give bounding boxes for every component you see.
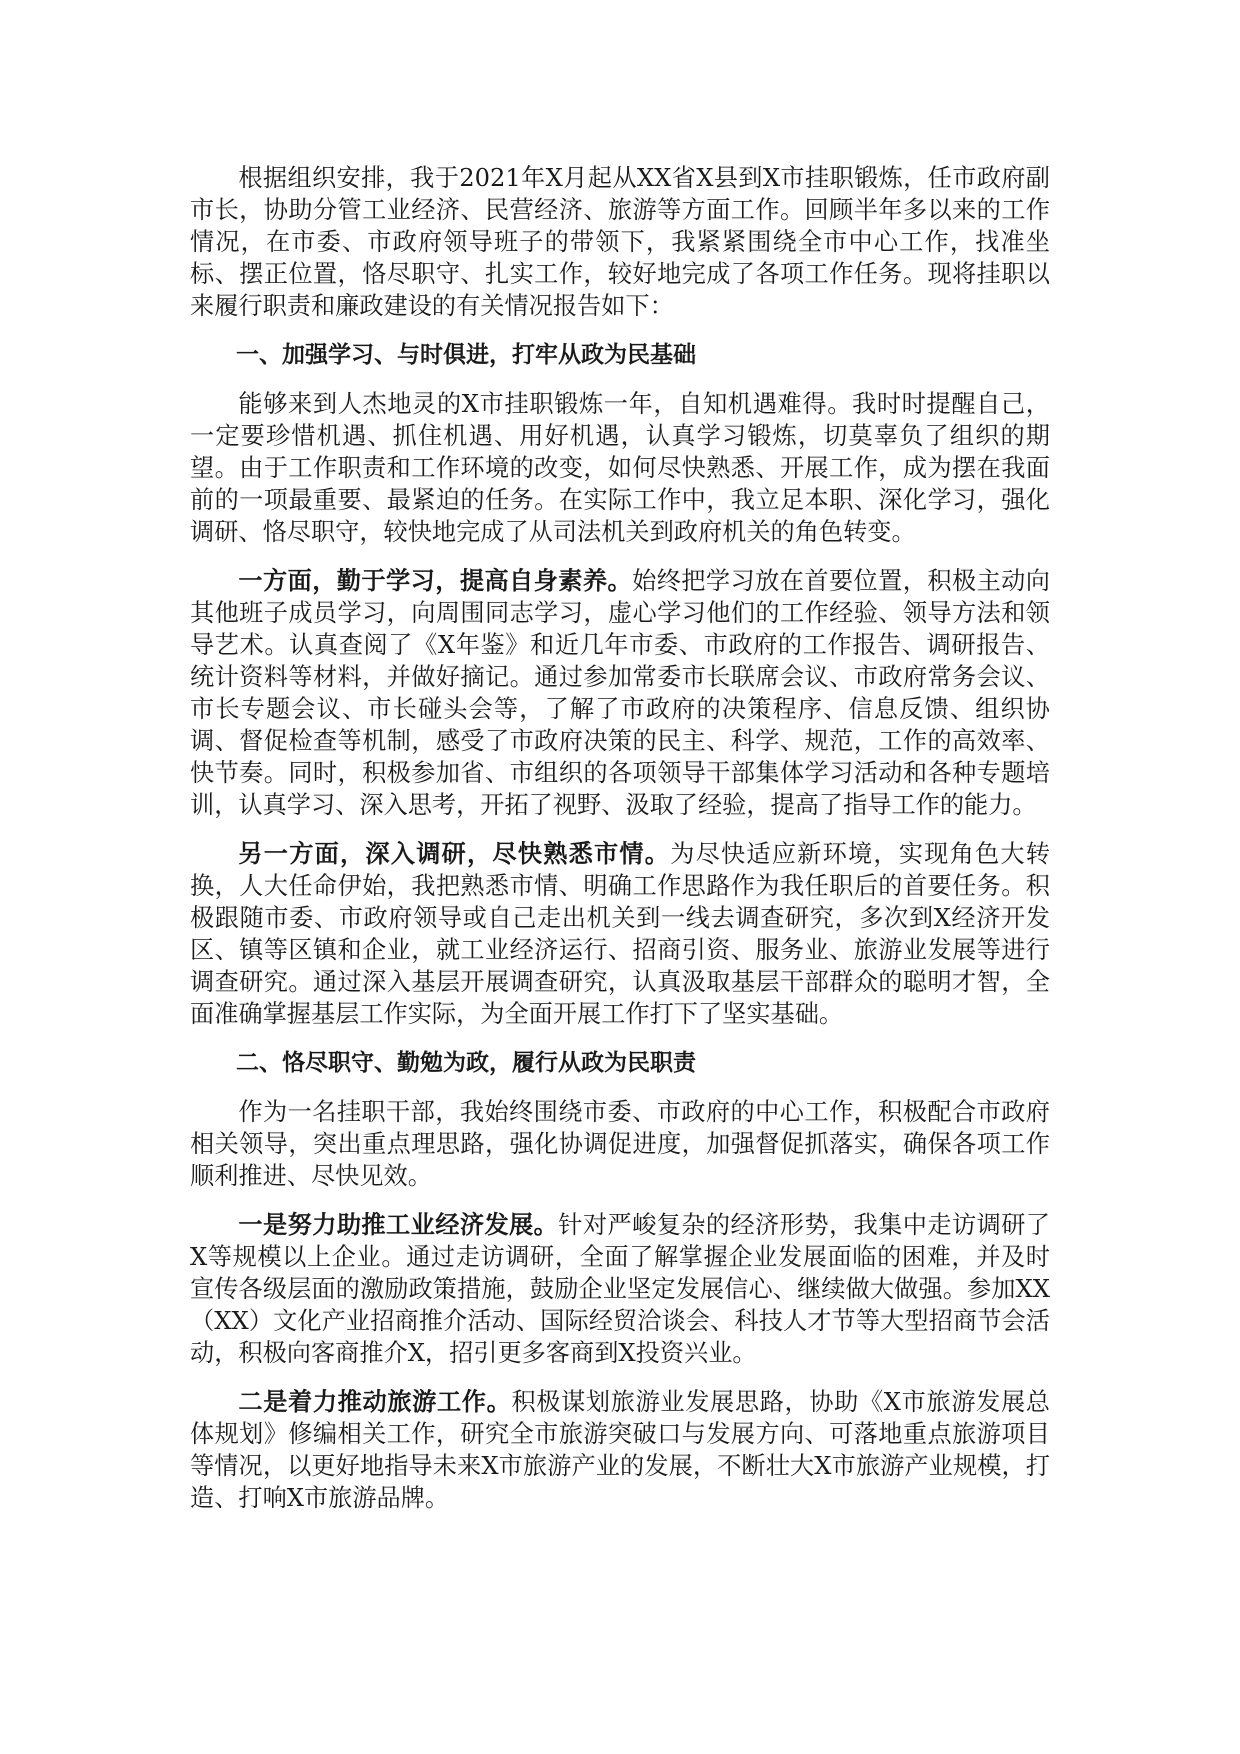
section-1-paragraph-1 <box>190 565 1050 821</box>
section-1-paragraph-2-text: 为尽快适应新环境，实现角色大转换，人大任命伊始，我把熟悉市情、明确工作思路作为我任职后的首要任务。积极跟随市委、市政府领导或自己走出机关到一线去调查研究，多次到X经济开发区、镇等区镇和企业，就工业经济运行、招商引资、服务业、旅游业发展等进行调查研究。通过深入基层开展调查研究，认真汲取基层干部群众的聪明才智，全面准确掌握基层工作实际，为全面开展工作打下了坚实基础。 <box>190 840 1050 1028</box>
section-2-paragraph-1-text: 针对严峻复杂的经济形势，我集中走访调研了X等规模以上企业。通过走访调研，全面了解掌握企业发展面临的困难，并及时宣传各级层面的激励政策措施，鼓励企业坚定发展信心、继续做大做强。参加XX（XX）文化产业招商推介活动、国际经贸洽谈会、科技人才节等大型招商节会活动，积极向客商推介X，招引更多客商到X投资兴业。 <box>190 1211 1050 1367</box>
section-1-paragraph-1-lead: 一方面，勤于学习，提高自身素养。 <box>238 566 633 595</box>
section-2-body: 作为一名挂职干部，我始终围绕市委、市政府的中心工作，积极配合市政府相关领导，突出重点理思路，强化协调促进度，加强督促抓落实，确保各项工作顺利推进、尽快见效。 <box>190 1098 1050 1190</box>
document-page <box>190 162 1050 1531</box>
section-2-paragraph-2-lead: 二是着力推动旅游工作。 <box>238 1387 512 1416</box>
section-1-paragraph-2 <box>190 838 1050 1030</box>
section-1-heading: 一、加强学习、与时俱进，打牢从政为民基础 <box>236 342 696 368</box>
section-2-heading: 二、恪尽职守、勤勉为政，履行从政为民职责 <box>236 1050 696 1076</box>
section-2-paragraph-2-text: 积极谋划旅游业发展思路，协助《X市旅游发展总体规划》修编相关工作，研究全市旅游突破口与发展方向、可落地重点旅游项目等情况，以更好地指导未来X市旅游产业的发展，不断壮大X市旅游产业规模，打造、打响X市旅游品牌。 <box>190 1388 1050 1512</box>
section-2-paragraph-1 <box>190 1209 1050 1369</box>
intro-paragraph: 根据组织安排，我于2021年X月起从XX省X县到X市挂职锻炼，任市政府副市长，协助分管工业经济、民营经济、旅游等方面工作。回顾半年多以来的工作情况，在市委、市政府领导班子的带领下，我紧紧围绕全市中心工作，找准坐标、摆正位置，恪尽职守、扎实工作，较好地完成了各项工作任务。现将挂职以来履行职责和廉政建设的有关情况报告如下： <box>190 164 1050 320</box>
section-1-paragraph-2-lead: 另一方面，深入调研，尽快熟悉市情。 <box>238 839 671 868</box>
section-1-body: 能够来到人杰地灵的X市挂职锻炼一年，自知机遇难得。我时时提醒自己，一定要珍惜机遇、抓住机遇、用好机遇，认真学习锻炼，切莫辜负了组织的期望。由于工作职责和工作环境的改变，如何尽快熟悉、开展工作，成为摆在我面前的一项最重要、最紧迫的任务。在实际工作中，我立足本职、深化学习，强化调研、恪尽职守，较快地完成了从司法机关到政府机关的角色转变。 <box>190 390 1050 546</box>
section-1-paragraph-1-text: 始终把学习放在首要位置，积极主动向其他班子成员学习，向周围同志学习，虚心学习他们的工作经验、领导方法和领导艺术。认真查阅了《X年鉴》和近几年市委、市政府的工作报告、调研报告、统计资料等材料，并做好摘记。通过参加常委市长联席会议、市政府常务会议、市长专题会议、市长碰头会等，了解了市政府的决策程序、信息反馈、组织协调、督促检查等机制，感受了市政府决策的民主、科学、规范，工作的高效率、快节奏。同时，积极参加省、市组织的各项领导干部集体学习活动和各种专题培训，认真学习、深入思考，开拓了视野、汲取了经验，提高了指导工作的能力。 <box>190 567 1050 819</box>
section-2-paragraph-2 <box>190 1386 1050 1514</box>
section-2-paragraph-1-lead: 一是努力助推工业经济发展。 <box>238 1210 559 1239</box>
